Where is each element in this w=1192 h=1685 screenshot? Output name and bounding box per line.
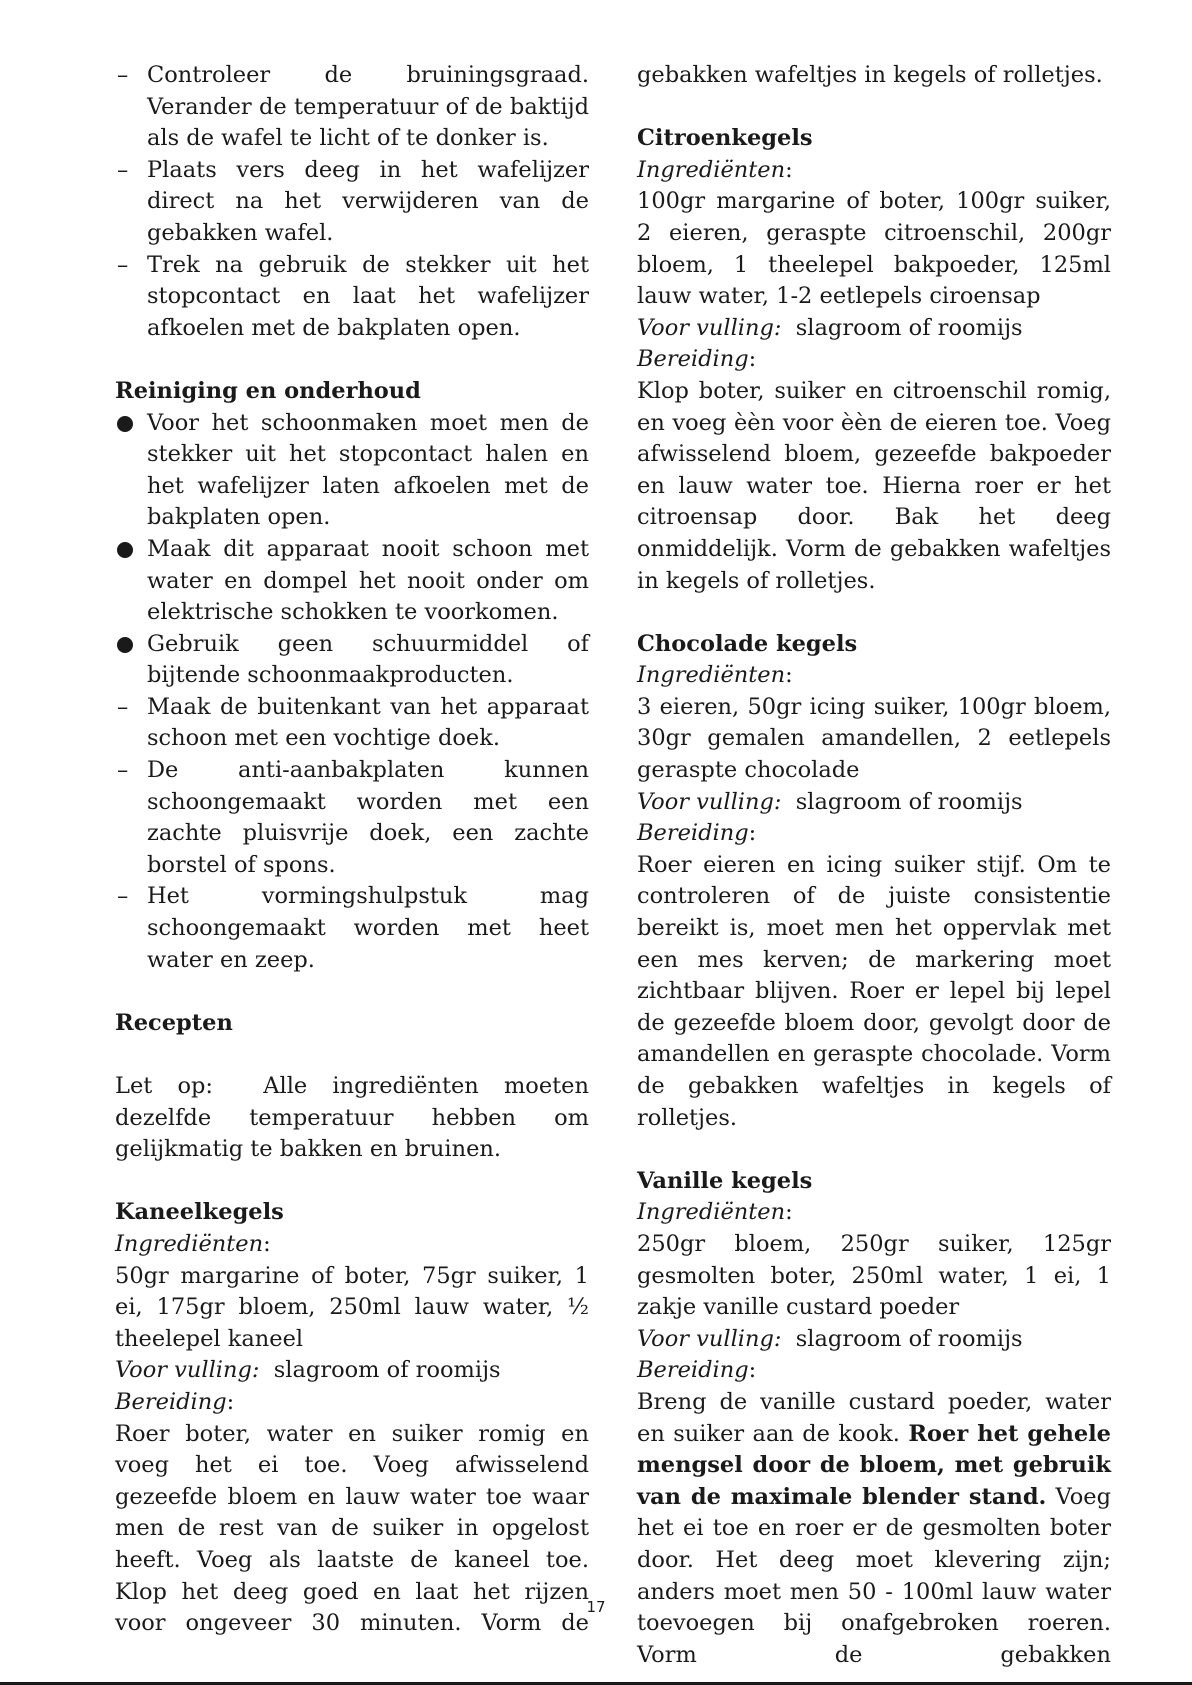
bullet-icon	[117, 542, 133, 558]
prep-text: Roer boter, water en suiker romig en voeg het ei toe. Voeg afwisselend gezeefde bloem en lauw water toe waar men de rest van de suiker in opgelost heeft. Voeg als laatste de kaneel toe. Klop het deeg goed en laat het rijzen voor ongeveer 30 minuten. Vorm de	[115, 1420, 589, 1637]
filling-line: Voor vulling: slagroom of roomijs	[637, 788, 1023, 815]
list-item: – Plaats vers deeg in het wafelijzer direct na het verwijderen van de gebakken wafel.	[117, 156, 589, 246]
ingredients-text: 50gr margarine of boter, 75gr suiker, 1 ei, 175gr bloem, 250ml lauw water, ½ theelepel kaneel	[115, 1262, 589, 1352]
ingredients-label: Ingrediënten:	[637, 662, 793, 689]
right-column	[637, 60, 1111, 1671]
dash-marker: –	[117, 251, 129, 278]
recipe-title-chocolade: Chocolade kegels	[637, 630, 858, 657]
list-item: – De anti-aanbakplaten kunnen schoongemaakt worden met een zachte pluisvrije doek, een zachte borstel of spons.	[117, 757, 589, 878]
bullet-icon	[117, 416, 133, 432]
ingredients-text: 250gr bloem, 250gr suiker, 125gr gesmolten boter, 250ml water, 1 ei, 1 zakje vanille custard poeder	[637, 1230, 1111, 1321]
ingredients-text: 3 eieren, 50gr icing suiker, 100gr bloem, 30gr gemalen amandellen, 2 eetlepels geraspte chocolade	[637, 693, 1111, 784]
note-paragraph: Let op: Alle ingrediënten moeten dezelfde temperatuur hebben om gelijkmatig te bakken en bruinen.	[115, 1073, 589, 1163]
ingredients-label: Ingrediënten:	[637, 156, 793, 183]
list-item: Voor het schoonmaken moet men de stekker uit het stopcontact halen en het wafelijzer laten afkoelen met de bakplaten open.	[115, 408, 589, 534]
prep-label: Bereiding:	[115, 1388, 235, 1415]
dash-marker: –	[117, 693, 129, 720]
dash-marker: –	[117, 156, 129, 183]
prep-text: Roer eieren en icing suiker stijf. Om te controleren of de juiste consistentie bereikt is, moet men het oppervlak met een mes kerven; de markering moet zichtbaar blijven. Roer er lepel bij lepel de gezeefde bloem door, gevolgt door de amandellen en geraspte chocolade. Vorm de gebakken wafeltjes in kegels of rolletjes.	[637, 851, 1111, 1131]
prep-text: Klop boter, suiker en citroenschil romig, en voeg èèn voor èèn de eieren toe. Voeg afwisselend bloem, gezeefde bakpoeder en lauw water toe. Hierna roer er het citroensap door. Bak het deeg onmiddelijk. Vorm de gebakken wafeltjes in kegels of rolletjes.	[637, 377, 1111, 594]
list-item: Gebruik geen schuurmiddel of bijtende schoonmaakproducten.	[115, 629, 589, 692]
prep-label: Bereiding:	[637, 820, 757, 847]
ingredients-text: 100gr margarine of boter, 100gr suiker, 2 eieren, geraspte citroenschil, 200gr bloem, 1 theelepel bakpoeder, 125ml lauw water, 1-2 eetlepels ciroensap	[637, 188, 1111, 310]
list-item: – Trek na gebruik de stekker uit het stopcontact en laat het wafelijzer afkoelen met de bakplaten open.	[117, 251, 589, 341]
prep-label: Bereiding:	[637, 346, 757, 373]
filling-line: Voor vulling: slagroom of roomijs	[637, 314, 1023, 341]
list-item: – Maak de buitenkant van het apparaat schoon met een vochtige doek.	[117, 693, 589, 752]
filling-line: Voor vulling: slagroom of roomijs	[115, 1357, 501, 1384]
section-heading-cleaning: Reiniging en onderhoud	[115, 377, 421, 404]
prep-label: Bereiding:	[637, 1357, 757, 1384]
page-number: 17	[586, 1598, 606, 1616]
filling-line: Voor vulling: slagroom of roomijs	[637, 1325, 1023, 1352]
list-item: – Het vormingshulpstuk mag schoongemaakt worden met heet water en zeep.	[117, 883, 589, 973]
recipe-title-vanille: Vanille kegels	[637, 1167, 813, 1194]
section-heading-recipes: Recepten	[115, 1009, 233, 1036]
ingredients-label: Ingrediënten:	[637, 1199, 793, 1226]
dash-marker: –	[117, 62, 129, 88]
list-item: – Controleer de bruiningsgraad. Verander de temperatuur of de baktijd als de wafel te licht of te donker is.	[117, 62, 589, 152]
list-item: Maak dit apparaat nooit schoon met water en dompel het nooit onder om elektrische schokken te voorkomen.	[115, 534, 589, 629]
dash-marker: –	[117, 757, 129, 784]
left-column	[115, 60, 589, 1640]
recipe-title-kaneel: Kaneelkegels	[115, 1199, 284, 1226]
bullet-icon	[117, 637, 133, 653]
ingredients-label: Ingrediënten:	[115, 1230, 271, 1257]
dash-marker: –	[117, 883, 129, 910]
prep-text: Breng de vanille custard poeder, water en suiker aan de kook. Roer het gehele mengsel door de bloem, met gebruik van de maximale blender stand. Voeg het ei toe en roer er de gesmolten boter door. Het deeg moet klevering zijn; anders moet men 50 - 100ml lauw water toevoegen bij onafgebroken roeren. Vorm de gebakken	[637, 1388, 1112, 1668]
continuation-text: gebakken wafeltjes in kegels of rolletjes.	[637, 62, 1103, 88]
recipe-title-citroen: Citroenkegels	[637, 125, 813, 152]
